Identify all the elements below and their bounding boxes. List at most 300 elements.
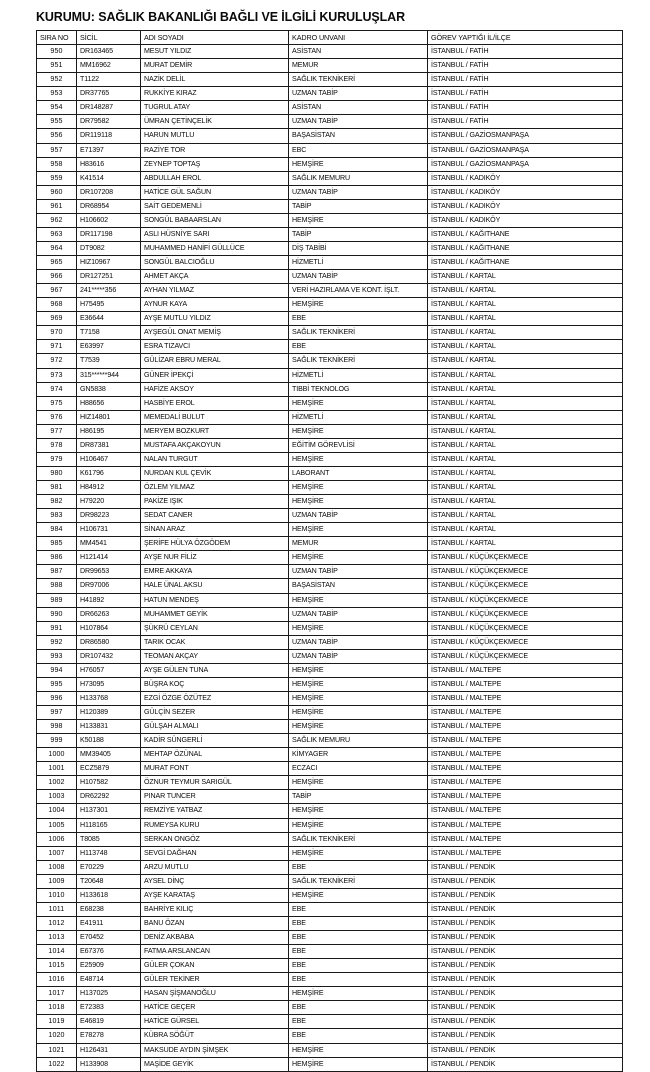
cell-gorev: İSTANBUL / PENDİK bbox=[428, 888, 623, 902]
cell-kadro: SAĞLIK TEKNİKERİ bbox=[289, 832, 428, 846]
cell-sicil: E63997 bbox=[77, 340, 141, 354]
cell-gorev: İSTANBUL / KARTAL bbox=[428, 326, 623, 340]
table-row bbox=[37, 438, 623, 452]
cell-sira: 1001 bbox=[37, 762, 77, 776]
cell-gorev: İSTANBUL / KADIKÖY bbox=[428, 199, 623, 213]
cell-sicil: H133831 bbox=[77, 720, 141, 734]
table-row bbox=[37, 227, 623, 241]
cell-sira: 954 bbox=[37, 101, 77, 115]
cell-sicil: H126431 bbox=[77, 1043, 141, 1057]
cell-kadro: UZMAN TABİP bbox=[289, 115, 428, 129]
table-row bbox=[37, 340, 623, 354]
table-row bbox=[37, 945, 623, 959]
table-row bbox=[37, 832, 623, 846]
cell-gorev: İSTANBUL / PENDİK bbox=[428, 973, 623, 987]
cell-sira: 977 bbox=[37, 424, 77, 438]
cell-kadro: HEMŞİRE bbox=[289, 298, 428, 312]
cell-ad: HATİCE GÜL SAĞUN bbox=[141, 185, 289, 199]
column-header-gorev-yaptigi-il-ilce: GÖREV YAPTIĞI İL/İLÇE bbox=[428, 31, 623, 45]
cell-gorev: İSTANBUL / KARTAL bbox=[428, 382, 623, 396]
cell-ad: FATMA ARSLANCAN bbox=[141, 945, 289, 959]
cell-sira: 1011 bbox=[37, 902, 77, 916]
cell-sira: 1021 bbox=[37, 1043, 77, 1057]
cell-sira: 987 bbox=[37, 565, 77, 579]
cell-kadro: UZMAN TABİP bbox=[289, 635, 428, 649]
cell-ad: MURAT DEMİR bbox=[141, 59, 289, 73]
cell-sira: 1006 bbox=[37, 832, 77, 846]
table-row bbox=[37, 874, 623, 888]
table-row bbox=[37, 959, 623, 973]
table-row bbox=[37, 818, 623, 832]
cell-ad: NALAN TURGUT bbox=[141, 452, 289, 466]
cell-ad: ÖZLEM YILMAZ bbox=[141, 481, 289, 495]
cell-gorev: İSTANBUL / GAZİOSMANPAŞA bbox=[428, 157, 623, 171]
cell-ad: DENİZ AKBABA bbox=[141, 931, 289, 945]
table-row bbox=[37, 804, 623, 818]
cell-sicil: DR86580 bbox=[77, 635, 141, 649]
cell-sicil: H133908 bbox=[77, 1057, 141, 1071]
table-row bbox=[37, 931, 623, 945]
cell-gorev: İSTANBUL / PENDİK bbox=[428, 1057, 623, 1071]
table-header-row bbox=[37, 31, 623, 45]
cell-gorev: İSTANBUL / KÜÇÜKÇEKMECE bbox=[428, 579, 623, 593]
table-row bbox=[37, 270, 623, 284]
cell-gorev: İSTANBUL / MALTEPE bbox=[428, 677, 623, 691]
table-row bbox=[37, 916, 623, 930]
cell-sira: 950 bbox=[37, 45, 77, 59]
cell-kadro: EBE bbox=[289, 931, 428, 945]
cell-ad: BÜŞRA KOÇ bbox=[141, 677, 289, 691]
cell-ad: RUKKİYE KIRAZ bbox=[141, 87, 289, 101]
cell-ad: HASBİYE EROL bbox=[141, 396, 289, 410]
cell-sicil: T7158 bbox=[77, 326, 141, 340]
cell-sicil: E25909 bbox=[77, 959, 141, 973]
cell-sira: 1014 bbox=[37, 945, 77, 959]
table-row bbox=[37, 888, 623, 902]
table-row bbox=[37, 706, 623, 720]
cell-kadro: HEMŞİRE bbox=[289, 888, 428, 902]
personnel-table bbox=[36, 30, 623, 1072]
cell-sira: 964 bbox=[37, 241, 77, 255]
cell-kadro: EBE bbox=[289, 1015, 428, 1029]
table-row bbox=[37, 790, 623, 804]
cell-ad: ASLI HÜSNİYE SARI bbox=[141, 227, 289, 241]
cell-sira: 953 bbox=[37, 87, 77, 101]
table-row bbox=[37, 45, 623, 59]
cell-kadro: UZMAN TABİP bbox=[289, 185, 428, 199]
cell-kadro: EBE bbox=[289, 959, 428, 973]
cell-sira: 960 bbox=[37, 185, 77, 199]
cell-gorev: İSTANBUL / KARTAL bbox=[428, 495, 623, 509]
cell-sira: 984 bbox=[37, 523, 77, 537]
cell-sicil: H118165 bbox=[77, 818, 141, 832]
cell-kadro: SAĞLIK MEMURU bbox=[289, 734, 428, 748]
cell-sicil: DR148287 bbox=[77, 101, 141, 115]
cell-kadro: HİZMETLİ bbox=[289, 410, 428, 424]
table-row bbox=[37, 466, 623, 480]
cell-ad: AYŞE MUTLU YILDIZ bbox=[141, 312, 289, 326]
cell-ad: MUHAMMED HANİFİ GÜLLÜCE bbox=[141, 241, 289, 255]
cell-sira: 992 bbox=[37, 635, 77, 649]
cell-kadro: MEMUR bbox=[289, 537, 428, 551]
cell-gorev: İSTANBUL / KÜÇÜKÇEKMECE bbox=[428, 551, 623, 565]
cell-sira: 1018 bbox=[37, 1001, 77, 1015]
cell-sicil: H137025 bbox=[77, 987, 141, 1001]
table-row bbox=[37, 241, 623, 255]
cell-ad: MUHAMMET GEYİK bbox=[141, 607, 289, 621]
cell-sicil: DR107208 bbox=[77, 185, 141, 199]
cell-ad: PINAR TUNCER bbox=[141, 790, 289, 804]
cell-sira: 995 bbox=[37, 677, 77, 691]
cell-kadro: UZMAN TABİP bbox=[289, 509, 428, 523]
cell-sicil: E67376 bbox=[77, 945, 141, 959]
cell-ad: BANU ÖZAN bbox=[141, 916, 289, 930]
cell-sira: 976 bbox=[37, 410, 77, 424]
cell-sira: 959 bbox=[37, 171, 77, 185]
cell-gorev: İSTANBUL / KARTAL bbox=[428, 354, 623, 368]
table-row bbox=[37, 256, 623, 270]
cell-sicil: 241*****356 bbox=[77, 284, 141, 298]
cell-sira: 969 bbox=[37, 312, 77, 326]
table-row bbox=[37, 537, 623, 551]
cell-ad: GÜLÇİN SEZER bbox=[141, 706, 289, 720]
table-row bbox=[37, 298, 623, 312]
cell-sira: 1012 bbox=[37, 916, 77, 930]
table-row bbox=[37, 621, 623, 635]
cell-kadro: SAĞLIK TEKNİKERİ bbox=[289, 874, 428, 888]
cell-ad: NURDAN KUL ÇEVİK bbox=[141, 466, 289, 480]
cell-ad: MEHTAP ÖZÜNAL bbox=[141, 748, 289, 762]
cell-kadro: EBE bbox=[289, 1029, 428, 1043]
cell-gorev: İSTANBUL / KARTAL bbox=[428, 509, 623, 523]
cell-gorev: İSTANBUL / KARTAL bbox=[428, 523, 623, 537]
cell-gorev: İSTANBUL / KAĞITHANE bbox=[428, 256, 623, 270]
cell-kadro: SAĞLIK TEKNİKERİ bbox=[289, 326, 428, 340]
cell-kadro: BAŞASİSTAN bbox=[289, 129, 428, 143]
cell-ad: AYSEL DİNÇ bbox=[141, 874, 289, 888]
cell-sira: 952 bbox=[37, 73, 77, 87]
table-row bbox=[37, 73, 623, 87]
cell-kadro: HEMŞİRE bbox=[289, 396, 428, 410]
cell-sira: 962 bbox=[37, 213, 77, 227]
table-row bbox=[37, 607, 623, 621]
cell-kadro: TIBBİ TEKNOLOG bbox=[289, 382, 428, 396]
cell-kadro: HEMŞİRE bbox=[289, 818, 428, 832]
cell-kadro: HEMŞİRE bbox=[289, 481, 428, 495]
cell-ad: ÖZNUR TEYMUR SARIGÜL bbox=[141, 776, 289, 790]
cell-kadro: EBE bbox=[289, 945, 428, 959]
cell-ad: MESUT YILDIZ bbox=[141, 45, 289, 59]
cell-gorev: İSTANBUL / GAZİOSMANPAŞA bbox=[428, 143, 623, 157]
cell-sira: 1000 bbox=[37, 748, 77, 762]
table-row bbox=[37, 973, 623, 987]
cell-gorev: İSTANBUL / KÜÇÜKÇEKMECE bbox=[428, 607, 623, 621]
cell-ad: GÜLER ÇOKAN bbox=[141, 959, 289, 973]
cell-sira: 1016 bbox=[37, 973, 77, 987]
cell-gorev: İSTANBUL / MALTEPE bbox=[428, 832, 623, 846]
cell-sira: 981 bbox=[37, 481, 77, 495]
cell-gorev: İSTANBUL / KARTAL bbox=[428, 537, 623, 551]
cell-sicil: E71397 bbox=[77, 143, 141, 157]
cell-sira: 989 bbox=[37, 593, 77, 607]
table-row bbox=[37, 452, 623, 466]
cell-kadro: HEMŞİRE bbox=[289, 495, 428, 509]
table-row bbox=[37, 551, 623, 565]
table-row bbox=[37, 481, 623, 495]
table-row bbox=[37, 354, 623, 368]
cell-kadro: HEMŞİRE bbox=[289, 706, 428, 720]
cell-gorev: İSTANBUL / PENDİK bbox=[428, 1001, 623, 1015]
table-row bbox=[37, 1015, 623, 1029]
table-row bbox=[37, 157, 623, 171]
cell-sira: 1020 bbox=[37, 1029, 77, 1043]
cell-kadro: EBE bbox=[289, 902, 428, 916]
table-row bbox=[37, 199, 623, 213]
cell-sira: 1008 bbox=[37, 860, 77, 874]
cell-gorev: İSTANBUL / GAZİOSMANPAŞA bbox=[428, 129, 623, 143]
cell-ad: SAİT GEDEMENLİ bbox=[141, 199, 289, 213]
cell-sira: 986 bbox=[37, 551, 77, 565]
table-row bbox=[37, 382, 623, 396]
cell-kadro: VERİ HAZIRLAMA VE KONT. İŞLT. bbox=[289, 284, 428, 298]
cell-gorev: İSTANBUL / MALTEPE bbox=[428, 790, 623, 804]
cell-sira: 961 bbox=[37, 199, 77, 213]
cell-sicil: K61796 bbox=[77, 466, 141, 480]
table-row bbox=[37, 593, 623, 607]
cell-gorev: İSTANBUL / MALTEPE bbox=[428, 734, 623, 748]
cell-kadro: SAĞLIK TEKNİKERİ bbox=[289, 73, 428, 87]
cell-gorev: İSTANBUL / PENDİK bbox=[428, 1015, 623, 1029]
table-row bbox=[37, 860, 623, 874]
cell-kadro: HEMŞİRE bbox=[289, 523, 428, 537]
cell-sicil: H121414 bbox=[77, 551, 141, 565]
cell-gorev: İSTANBUL / MALTEPE bbox=[428, 748, 623, 762]
cell-sicil: MM4541 bbox=[77, 537, 141, 551]
table-row bbox=[37, 129, 623, 143]
cell-sicil: GN5838 bbox=[77, 382, 141, 396]
cell-gorev: İSTANBUL / PENDİK bbox=[428, 931, 623, 945]
cell-kadro: ASİSTAN bbox=[289, 45, 428, 59]
cell-ad: TARIK OCAK bbox=[141, 635, 289, 649]
cell-sicil: DR87381 bbox=[77, 438, 141, 452]
cell-sira: 990 bbox=[37, 607, 77, 621]
cell-sira: 993 bbox=[37, 649, 77, 663]
cell-ad: SEDAT CANER bbox=[141, 509, 289, 523]
cell-ad: AYHAN YILMAZ bbox=[141, 284, 289, 298]
cell-kadro: HEMŞİRE bbox=[289, 213, 428, 227]
cell-sicil: E70452 bbox=[77, 931, 141, 945]
cell-sira: 997 bbox=[37, 706, 77, 720]
cell-kadro: ECZACI bbox=[289, 762, 428, 776]
cell-ad: AYNUR KAYA bbox=[141, 298, 289, 312]
cell-sicil: E70229 bbox=[77, 860, 141, 874]
cell-ad: RAZİYE TOR bbox=[141, 143, 289, 157]
cell-gorev: İSTANBUL / PENDİK bbox=[428, 959, 623, 973]
cell-kadro: EĞİTİM GÖREVLİSİ bbox=[289, 438, 428, 452]
cell-gorev: İSTANBUL / KARTAL bbox=[428, 312, 623, 326]
cell-ad: KÜBRA SÖĞÜT bbox=[141, 1029, 289, 1043]
cell-gorev: İSTANBUL / PENDİK bbox=[428, 860, 623, 874]
cell-gorev: İSTANBUL / KARTAL bbox=[428, 284, 623, 298]
cell-gorev: İSTANBUL / KARTAL bbox=[428, 452, 623, 466]
cell-sira: 979 bbox=[37, 452, 77, 466]
cell-ad: HATİCE GEÇER bbox=[141, 1001, 289, 1015]
cell-gorev: İSTANBUL / FATİH bbox=[428, 115, 623, 129]
cell-ad: GÜLŞAH ALMALI bbox=[141, 720, 289, 734]
cell-sicil: H84912 bbox=[77, 481, 141, 495]
cell-gorev: İSTANBUL / KÜÇÜKÇEKMECE bbox=[428, 621, 623, 635]
cell-kadro: EBE bbox=[289, 973, 428, 987]
cell-sira: 970 bbox=[37, 326, 77, 340]
cell-sicil: DR37765 bbox=[77, 87, 141, 101]
cell-kadro: HEMŞİRE bbox=[289, 551, 428, 565]
cell-sicil: H137301 bbox=[77, 804, 141, 818]
cell-ad: SERKAN ONGÖZ bbox=[141, 832, 289, 846]
cell-sicil: 315******944 bbox=[77, 368, 141, 382]
cell-sicil: HIZ10967 bbox=[77, 256, 141, 270]
cell-sira: 999 bbox=[37, 734, 77, 748]
cell-gorev: İSTANBUL / KARTAL bbox=[428, 270, 623, 284]
cell-sicil: E48714 bbox=[77, 973, 141, 987]
table-row bbox=[37, 171, 623, 185]
cell-kadro: SAĞLIK TEKNİKERİ bbox=[289, 354, 428, 368]
cell-sicil: DT9082 bbox=[77, 241, 141, 255]
cell-gorev: İSTANBUL / PENDİK bbox=[428, 1029, 623, 1043]
cell-gorev: İSTANBUL / KÜÇÜKÇEKMECE bbox=[428, 649, 623, 663]
table-row bbox=[37, 115, 623, 129]
cell-sira: 991 bbox=[37, 621, 77, 635]
cell-sicil: DR97006 bbox=[77, 579, 141, 593]
cell-sicil: E46819 bbox=[77, 1015, 141, 1029]
cell-sira: 965 bbox=[37, 256, 77, 270]
cell-sira: 1015 bbox=[37, 959, 77, 973]
table-row bbox=[37, 691, 623, 705]
table-row bbox=[37, 776, 623, 790]
cell-gorev: İSTANBUL / MALTEPE bbox=[428, 762, 623, 776]
cell-ad: NAZİK DELİL bbox=[141, 73, 289, 87]
cell-ad: MERYEM BOZKURT bbox=[141, 424, 289, 438]
cell-ad: ABDULLAH EROL bbox=[141, 171, 289, 185]
cell-kadro: HEMŞİRE bbox=[289, 846, 428, 860]
cell-ad: HATUN MENDEŞ bbox=[141, 593, 289, 607]
cell-sicil: H75495 bbox=[77, 298, 141, 312]
cell-gorev: İSTANBUL / MALTEPE bbox=[428, 804, 623, 818]
cell-sira: 971 bbox=[37, 340, 77, 354]
cell-kadro: HİZMETLİ bbox=[289, 368, 428, 382]
cell-gorev: İSTANBUL / KARTAL bbox=[428, 466, 623, 480]
cell-sira: 1002 bbox=[37, 776, 77, 790]
cell-kadro: MEMUR bbox=[289, 59, 428, 73]
cell-sira: 973 bbox=[37, 368, 77, 382]
cell-ad: HATİCE GÜRSEL bbox=[141, 1015, 289, 1029]
cell-gorev: İSTANBUL / MALTEPE bbox=[428, 846, 623, 860]
cell-sira: 988 bbox=[37, 579, 77, 593]
cell-sira: 966 bbox=[37, 270, 77, 284]
column-header-sira-no: SIRA NO bbox=[37, 31, 77, 45]
cell-sicil: T1122 bbox=[77, 73, 141, 87]
cell-ad: AYŞE GÜLEN TUNA bbox=[141, 663, 289, 677]
cell-sicil: DR119118 bbox=[77, 129, 141, 143]
cell-sicil: DR79582 bbox=[77, 115, 141, 129]
cell-sicil: MM39405 bbox=[77, 748, 141, 762]
cell-ad: GÜNER İPEKÇİ bbox=[141, 368, 289, 382]
cell-sira: 955 bbox=[37, 115, 77, 129]
cell-gorev: İSTANBUL / FATİH bbox=[428, 87, 623, 101]
cell-sicil: H107864 bbox=[77, 621, 141, 635]
cell-sira: 957 bbox=[37, 143, 77, 157]
cell-kadro: HİZMETLİ bbox=[289, 256, 428, 270]
cell-sicil: DR163465 bbox=[77, 45, 141, 59]
table-row bbox=[37, 1029, 623, 1043]
cell-ad: ÜMRAN ÇETİNÇELİK bbox=[141, 115, 289, 129]
table-row bbox=[37, 663, 623, 677]
cell-ad: PAKİZE IŞIK bbox=[141, 495, 289, 509]
cell-kadro: LABORANT bbox=[289, 466, 428, 480]
table-row bbox=[37, 368, 623, 382]
cell-sira: 956 bbox=[37, 129, 77, 143]
cell-ad: HALE ÜNAL AKSU bbox=[141, 579, 289, 593]
column-header-kadro-unvani: KADRO UNVANI bbox=[289, 31, 428, 45]
cell-sicil: H106731 bbox=[77, 523, 141, 537]
table-row bbox=[37, 846, 623, 860]
cell-sira: 982 bbox=[37, 495, 77, 509]
cell-gorev: İSTANBUL / KARTAL bbox=[428, 368, 623, 382]
cell-gorev: İSTANBUL / PENDİK bbox=[428, 902, 623, 916]
cell-kadro: HEMŞİRE bbox=[289, 720, 428, 734]
cell-kadro: BAŞASİSTAN bbox=[289, 579, 428, 593]
table-row bbox=[37, 649, 623, 663]
cell-kadro: HEMŞİRE bbox=[289, 157, 428, 171]
cell-sicil: DR107432 bbox=[77, 649, 141, 663]
cell-gorev: İSTANBUL / MALTEPE bbox=[428, 663, 623, 677]
cell-gorev: İSTANBUL / KARTAL bbox=[428, 438, 623, 452]
cell-kadro: HEMŞİRE bbox=[289, 452, 428, 466]
cell-kadro: EBC bbox=[289, 143, 428, 157]
cell-sira: 980 bbox=[37, 466, 77, 480]
cell-kadro: HEMŞİRE bbox=[289, 593, 428, 607]
table-row bbox=[37, 565, 623, 579]
cell-sicil: DR62292 bbox=[77, 790, 141, 804]
cell-gorev: İSTANBUL / KÜÇÜKÇEKMECE bbox=[428, 565, 623, 579]
cell-sicil: DR68954 bbox=[77, 199, 141, 213]
cell-ad: HARUN MUTLU bbox=[141, 129, 289, 143]
cell-sira: 972 bbox=[37, 354, 77, 368]
cell-sicil: E78278 bbox=[77, 1029, 141, 1043]
cell-sira: 1004 bbox=[37, 804, 77, 818]
cell-sira: 1022 bbox=[37, 1057, 77, 1071]
table-header bbox=[37, 31, 623, 45]
cell-sira: 1009 bbox=[37, 874, 77, 888]
cell-kadro: TABİP bbox=[289, 790, 428, 804]
cell-gorev: İSTANBUL / PENDİK bbox=[428, 874, 623, 888]
table-row bbox=[37, 1057, 623, 1071]
cell-kadro: UZMAN TABİP bbox=[289, 87, 428, 101]
cell-sira: 1005 bbox=[37, 818, 77, 832]
cell-gorev: İSTANBUL / KARTAL bbox=[428, 396, 623, 410]
cell-sicil: H76057 bbox=[77, 663, 141, 677]
cell-kadro: EBE bbox=[289, 1001, 428, 1015]
cell-gorev: İSTANBUL / FATİH bbox=[428, 45, 623, 59]
cell-gorev: İSTANBUL / PENDİK bbox=[428, 987, 623, 1001]
cell-sicil: ECZ5879 bbox=[77, 762, 141, 776]
cell-sicil: DR98223 bbox=[77, 509, 141, 523]
cell-gorev: İSTANBUL / KARTAL bbox=[428, 424, 623, 438]
cell-sira: 951 bbox=[37, 59, 77, 73]
cell-gorev: İSTANBUL / FATİH bbox=[428, 73, 623, 87]
cell-ad: SONGÜL BALCIOĞLU bbox=[141, 256, 289, 270]
cell-ad: SİNAN ARAZ bbox=[141, 523, 289, 537]
table-row bbox=[37, 902, 623, 916]
